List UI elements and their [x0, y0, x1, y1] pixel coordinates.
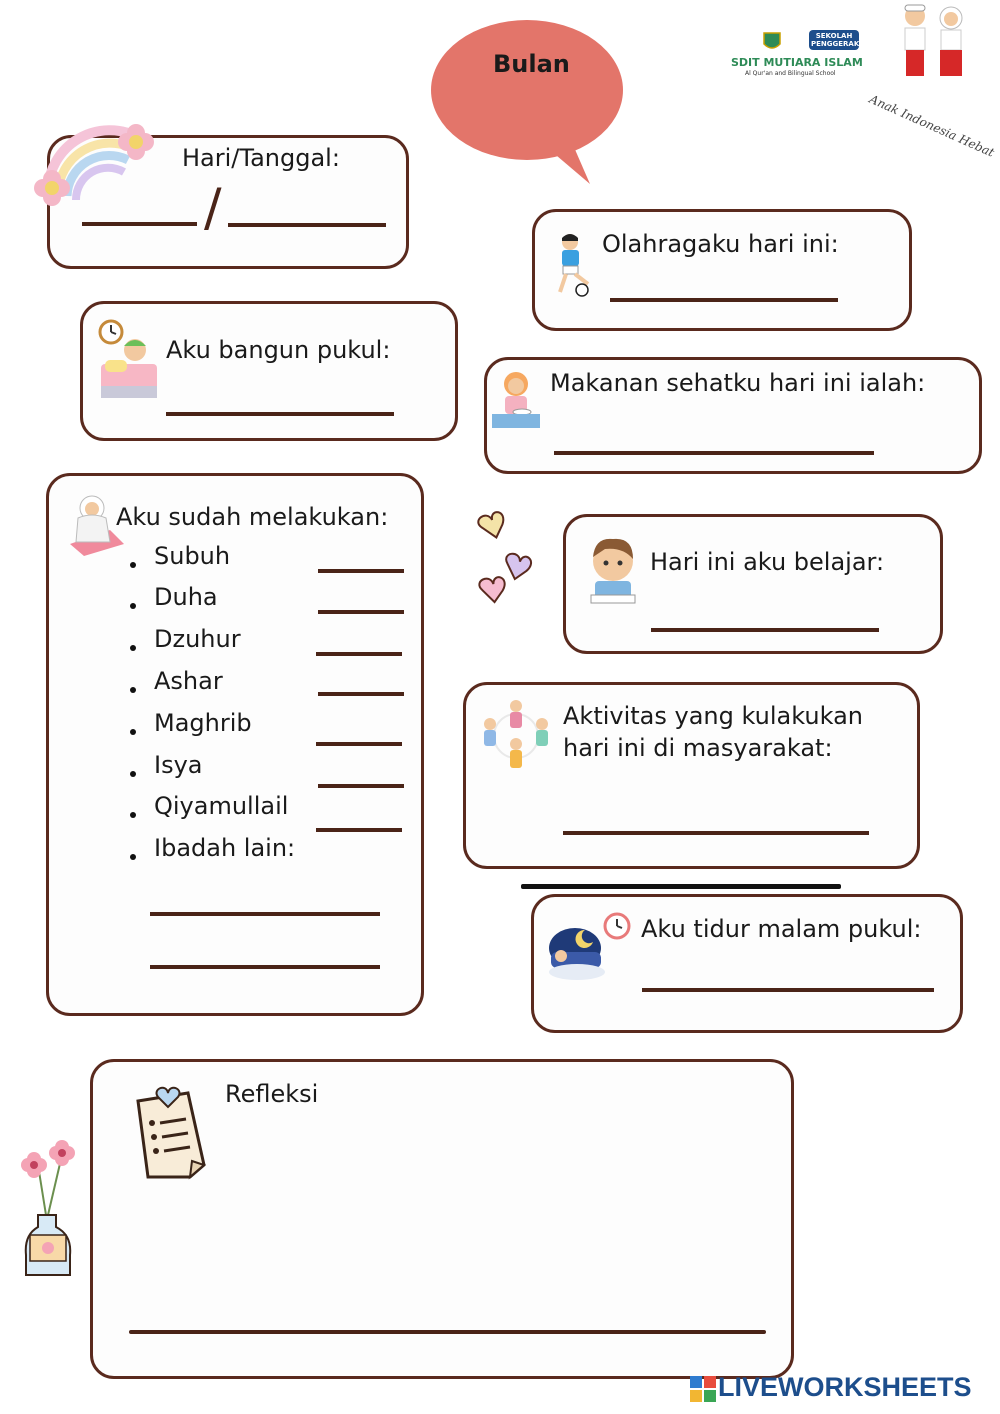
day-blank[interactable]	[82, 222, 197, 226]
sport-blank[interactable]	[610, 298, 838, 302]
prayer-item-maghrib: Maghrib	[154, 709, 252, 737]
date-separator: /	[204, 178, 222, 238]
bullet	[130, 729, 136, 735]
prayer-blank-ashar[interactable]	[318, 692, 404, 696]
date-label: Hari/Tanggal:	[182, 144, 340, 172]
bullet	[130, 771, 136, 777]
liveworksheets-logo-icon	[690, 1376, 716, 1402]
prayer-item-isya: Isya	[154, 751, 203, 779]
bullet	[130, 645, 136, 651]
reflection-input[interactable]	[128, 1135, 770, 1329]
school-tagline: Al Qur'an and Bilingual School	[745, 70, 836, 77]
divider-line	[521, 884, 841, 889]
hearts-icon	[462, 514, 542, 612]
rainbow-icon	[28, 108, 163, 213]
children-circle-icon	[478, 698, 554, 774]
prayer-blank-qiyamullail[interactable]	[316, 828, 402, 832]
bullet	[130, 687, 136, 693]
prayer-item-dzuhur: Dzuhur	[154, 625, 241, 653]
food-blank[interactable]	[554, 451, 874, 455]
school-badge: SEKOLAH PENGGERAK	[811, 32, 860, 48]
bullet	[130, 603, 136, 609]
community-label-line2: hari ini di masyarakat:	[563, 734, 833, 762]
waking-child-icon	[97, 320, 159, 402]
study-label: Hari ini aku belajar:	[650, 548, 885, 576]
bullet	[130, 854, 136, 860]
prayer-blank-maghrib[interactable]	[316, 742, 402, 746]
school-logo	[725, 28, 863, 78]
food-label: Makanan sehatku hari ini ialah:	[550, 369, 926, 397]
study-blank[interactable]	[651, 628, 879, 632]
flower-vase-icon	[10, 1135, 85, 1285]
community-label-line1: Aktivitas yang kulakukan	[563, 702, 864, 730]
soccer-player-icon	[548, 232, 598, 298]
slogan: Anak Indonesia Hebat	[867, 92, 997, 160]
school-name: SDIT MUTIARA ISLAM	[731, 56, 863, 69]
other-worship-blank-1[interactable]	[150, 912, 380, 916]
prayer-blank-dzuhur[interactable]	[316, 652, 402, 656]
sleep-blank[interactable]	[642, 988, 934, 992]
prayer-item-other: Ibadah lain:	[154, 834, 296, 862]
bullet	[130, 812, 136, 818]
children-illustration-icon	[895, 2, 975, 82]
prayer-item-duha: Duha	[154, 583, 218, 611]
wake-label: Aku bangun pukul:	[166, 336, 391, 364]
prayer-blank-isya[interactable]	[318, 784, 404, 788]
prayer-item-qiyamullail: Qiyamullail	[154, 792, 289, 820]
bullet	[130, 562, 136, 568]
prayer-item-subuh: Subuh	[154, 542, 231, 570]
prayers-label: Aku sudah melakukan:	[116, 503, 389, 531]
sleeping-child-icon	[547, 912, 635, 984]
date-blank[interactable]	[228, 223, 386, 227]
prayer-item-ashar: Ashar	[154, 667, 223, 695]
community-blank[interactable]	[563, 831, 869, 835]
footer-brand: LIVEWORKSHEETS	[718, 1372, 972, 1402]
wake-blank[interactable]	[166, 412, 394, 416]
eating-child-icon	[490, 370, 542, 430]
sleep-label: Aku tidur malam pukul:	[641, 915, 922, 943]
other-worship-blank-2[interactable]	[150, 965, 380, 969]
prayer-blank-duha[interactable]	[318, 610, 404, 614]
reflection-label: Refleksi	[225, 1080, 319, 1108]
sport-label: Olahragaku hari ini:	[602, 230, 839, 258]
month-speech-bubble	[430, 18, 630, 188]
reflection-line	[129, 1330, 766, 1334]
studying-boy-icon	[583, 533, 643, 605]
month-label: Bulan	[493, 50, 570, 78]
school-emblem-icon	[763, 32, 781, 52]
prayer-blank-subuh[interactable]	[318, 569, 404, 573]
